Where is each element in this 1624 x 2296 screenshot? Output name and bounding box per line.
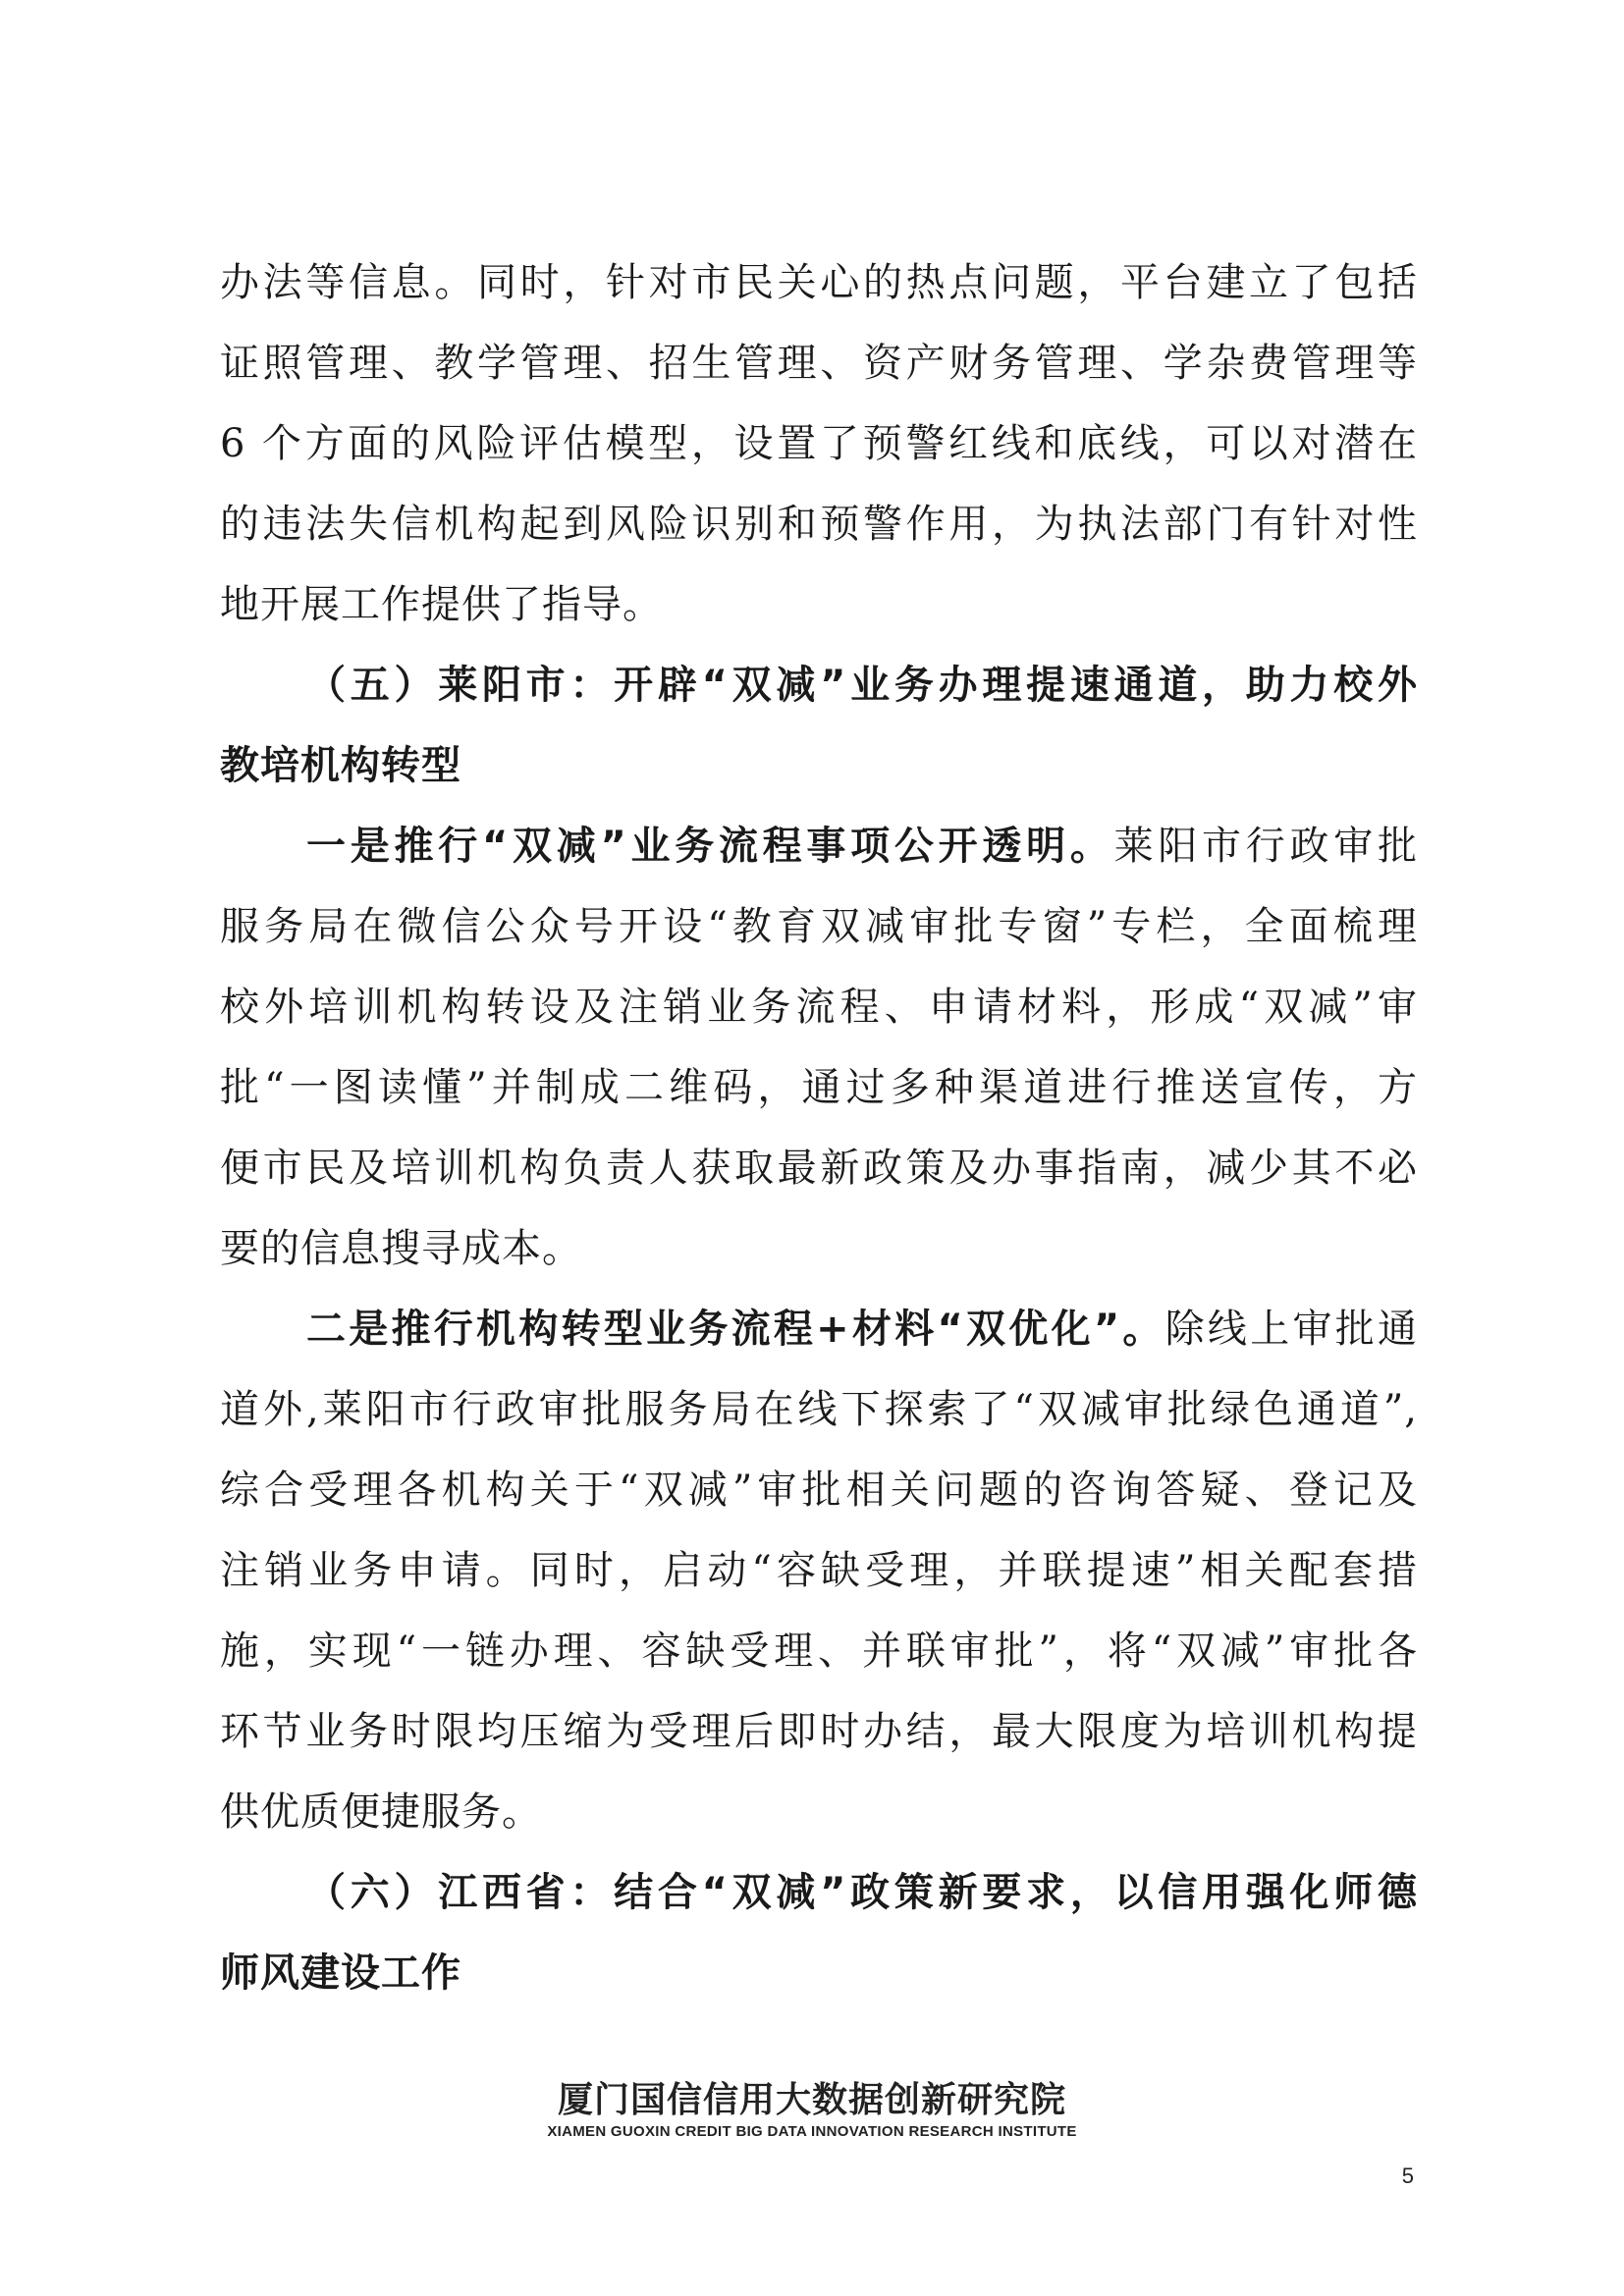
section-heading: （五）莱阳市：开辟“双减”业务办理提速通道，助力校外 <box>306 663 1418 708</box>
body-line: 道外,莱阳市行政审批服务局在线下探索了“双减审批绿色通道”, <box>220 1387 1418 1432</box>
body-line: 6 个方面的风险评估模型，设置了预警红线和底线，可以对潜在 <box>220 421 1418 466</box>
body-line: 服务局在微信公众号开设“教育双减审批专窗”专栏，全面梳理 <box>220 904 1418 949</box>
body-line: 证照管理、教学管理、招生管理、资产财务管理、学杂费管理等 <box>220 341 1418 386</box>
body-line: 施，实现“一链办理、容缺受理、并联审批”，将“双减”审批各 <box>220 1629 1418 1674</box>
section-heading: （六）江西省：结合“双减”政策新要求，以信用强化师德 <box>306 1870 1418 1915</box>
body-line: 要的信息搜寻成本。 <box>220 1226 582 1271</box>
body-line <box>306 1306 1418 1353</box>
page-number: 5 <box>1401 2163 1414 2188</box>
section-heading: 师风建设工作 <box>220 1950 461 1996</box>
org-name-en: XIAMEN GUOXIN CREDIT BIG DATA INNOVATION RESEARCH INSTITUTE <box>547 2123 1077 2140</box>
paragraph-lead: 二是推行机构转型业务流程+材料“双优化”。 <box>306 1307 1165 1352</box>
body-line: 注销业务申请。同时，启动“容缺受理，并联提速”相关配套措 <box>220 1548 1418 1593</box>
body-line: 便市民及培训机构负责人获取最新政策及办事指南，减少其不必 <box>220 1146 1418 1191</box>
body-line: 供优质便捷服务。 <box>220 1789 542 1835</box>
body-line: 的违法失信机构起到风险识别和预警作用，为执法部门有针对性 <box>220 502 1418 547</box>
body-line: 批“一图读懂”并制成二维码，通过多种渠道进行推送宣传，方 <box>220 1065 1418 1110</box>
body-line: 地开展工作提供了指导。 <box>220 582 663 627</box>
footer-logo <box>0 2081 1624 2142</box>
body-line: 校外培训机构转设及注销业务流程、申请材料，形成“双减”审 <box>220 985 1418 1030</box>
body-line: 办法等信息。同时，针对市民关心的热点问题，平台建立了包括 <box>220 260 1418 305</box>
paragraph-lead: 一是推行“双减”业务流程事项公开透明。 <box>306 824 1114 869</box>
body-line: 综合受理各机构关于“双减”审批相关问题的咨询答疑、登记及 <box>220 1468 1418 1513</box>
body-line: 环节业务时限均压缩为受理后即时办结，最大限度为培训机构提 <box>220 1709 1418 1754</box>
paragraph-text: 除线上审批通 <box>1164 1307 1418 1352</box>
section-heading: 教培机构转型 <box>220 743 461 788</box>
org-name-cn: 厦门国信信用大数据创新研究院 <box>557 2080 1066 2120</box>
paragraph-text: 莱阳市行政审批 <box>1113 824 1418 869</box>
body-line <box>306 823 1418 870</box>
